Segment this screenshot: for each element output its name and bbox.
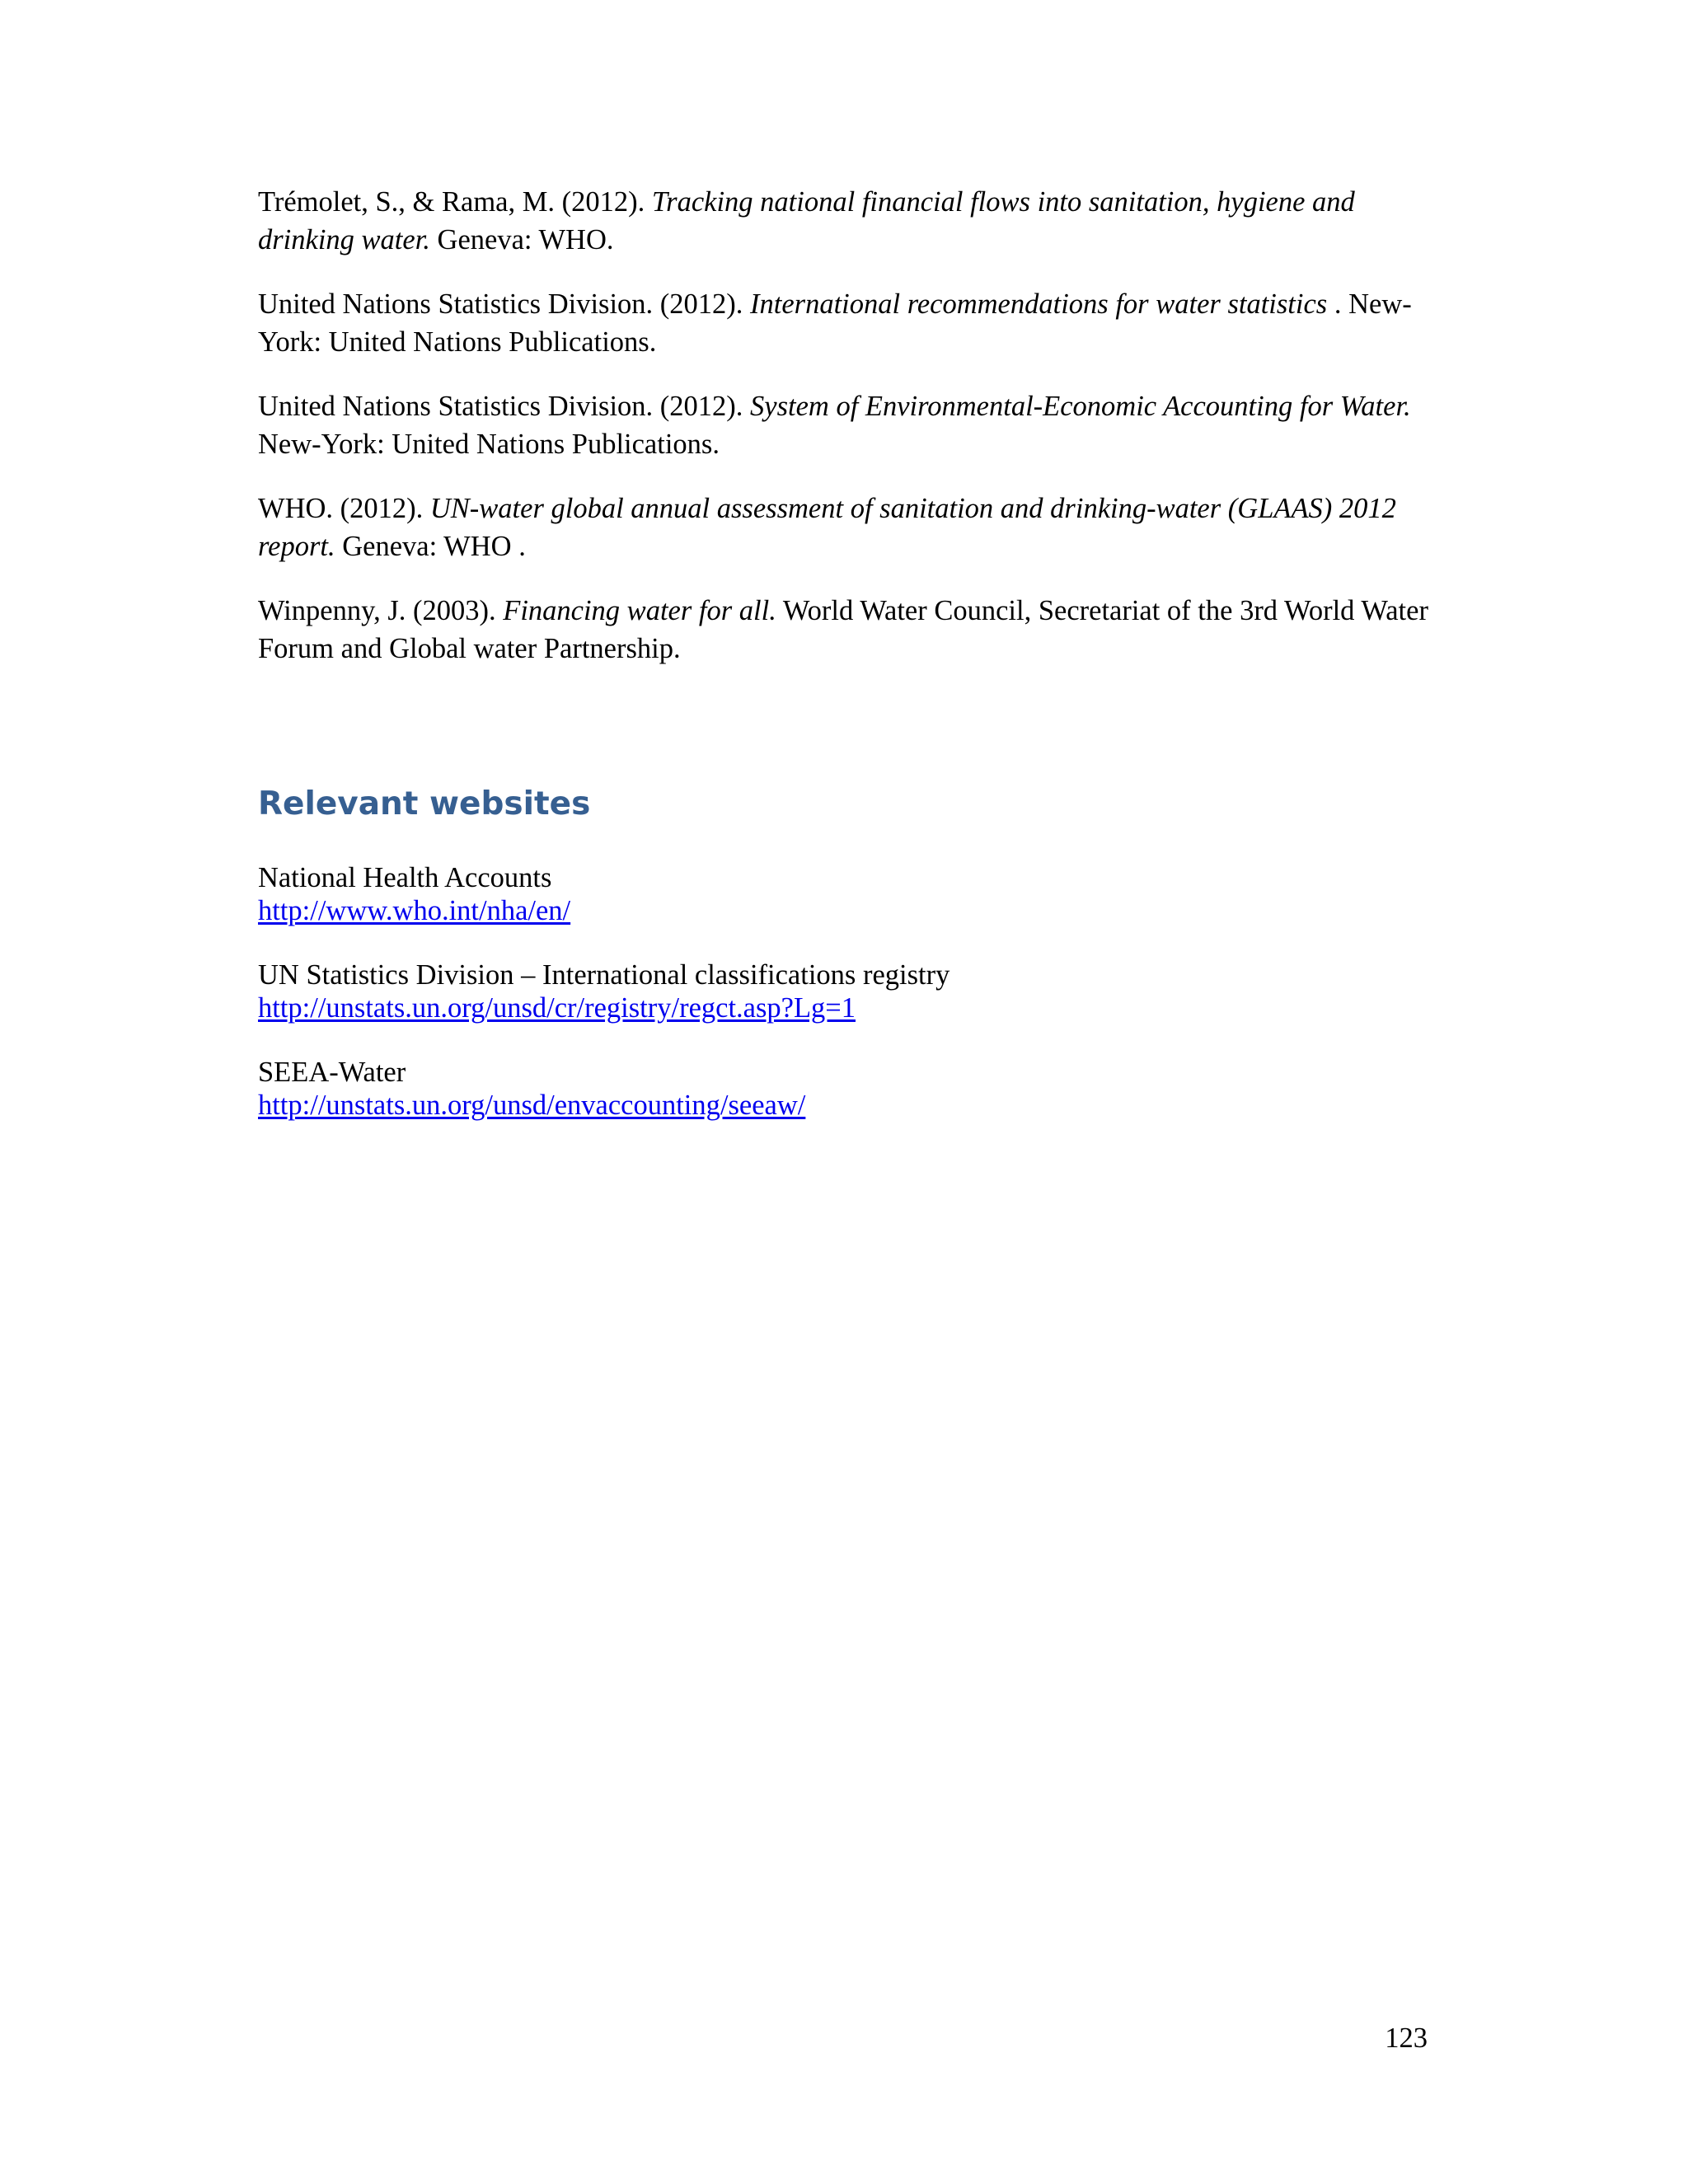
website-list xyxy=(258,861,1428,1153)
website-name: National Health Accounts xyxy=(258,862,552,893)
website-link[interactable]: http://unstats.un.org/unsd/envaccounting/seeaw/ xyxy=(258,1090,806,1121)
reference-authors: Winpenny, J. (2003). xyxy=(258,595,504,626)
reference-entry xyxy=(258,183,1428,259)
website-entry xyxy=(258,861,1428,927)
reference-entry xyxy=(258,592,1428,668)
reference-title: System of Environmental-Economic Accounting for Water. xyxy=(750,391,1411,422)
reference-publisher: . New-York: United Nations Publications. xyxy=(258,288,1412,358)
website-name: UN Statistics Division – International classifications registry xyxy=(258,959,950,991)
reference-publisher: Geneva: WHO. xyxy=(429,224,614,255)
reference-title: Financing water for all. xyxy=(503,595,776,626)
reference-authors: WHO. (2012). xyxy=(258,493,430,524)
reference-title: International recommendations for water statistics xyxy=(750,288,1328,320)
website-link[interactable]: http://unstats.un.org/unsd/cr/registry/regct.asp?Lg=1 xyxy=(258,992,856,1024)
reference-list xyxy=(258,183,1428,694)
website-link[interactable]: http://www.who.int/nha/en/ xyxy=(258,895,571,926)
reference-publisher: New-York: United Nations Publications. xyxy=(258,429,720,460)
page-number: 123 xyxy=(1385,2022,1428,2054)
reference-entry xyxy=(258,490,1428,565)
reference-authors: Trémolet, S., & Rama, M. (2012). xyxy=(258,186,652,218)
reference-authors: United Nations Statistics Division. (2012). xyxy=(258,391,751,422)
reference-publisher: Geneva: WHO . xyxy=(335,531,526,562)
reference-authors: United Nations Statistics Division. (2012). xyxy=(258,288,751,320)
reference-publisher: World Water Council, Secretariat of the 3rd World Water Forum and Global water Partnership. xyxy=(258,595,1428,664)
website-name: SEEA-Water xyxy=(258,1057,406,1088)
reference-title: Tracking national financial flows into sanitation, hygiene and drinking water. xyxy=(258,186,1355,255)
website-entry xyxy=(258,1056,1428,1122)
website-entry xyxy=(258,958,1428,1024)
reference-entry xyxy=(258,387,1428,463)
section-heading: Relevant websites xyxy=(258,785,591,823)
reference-title: UN-water global annual assessment of sanitation and drinking-water (GLAAS) 2012 report. xyxy=(258,493,1396,562)
reference-entry xyxy=(258,285,1428,361)
